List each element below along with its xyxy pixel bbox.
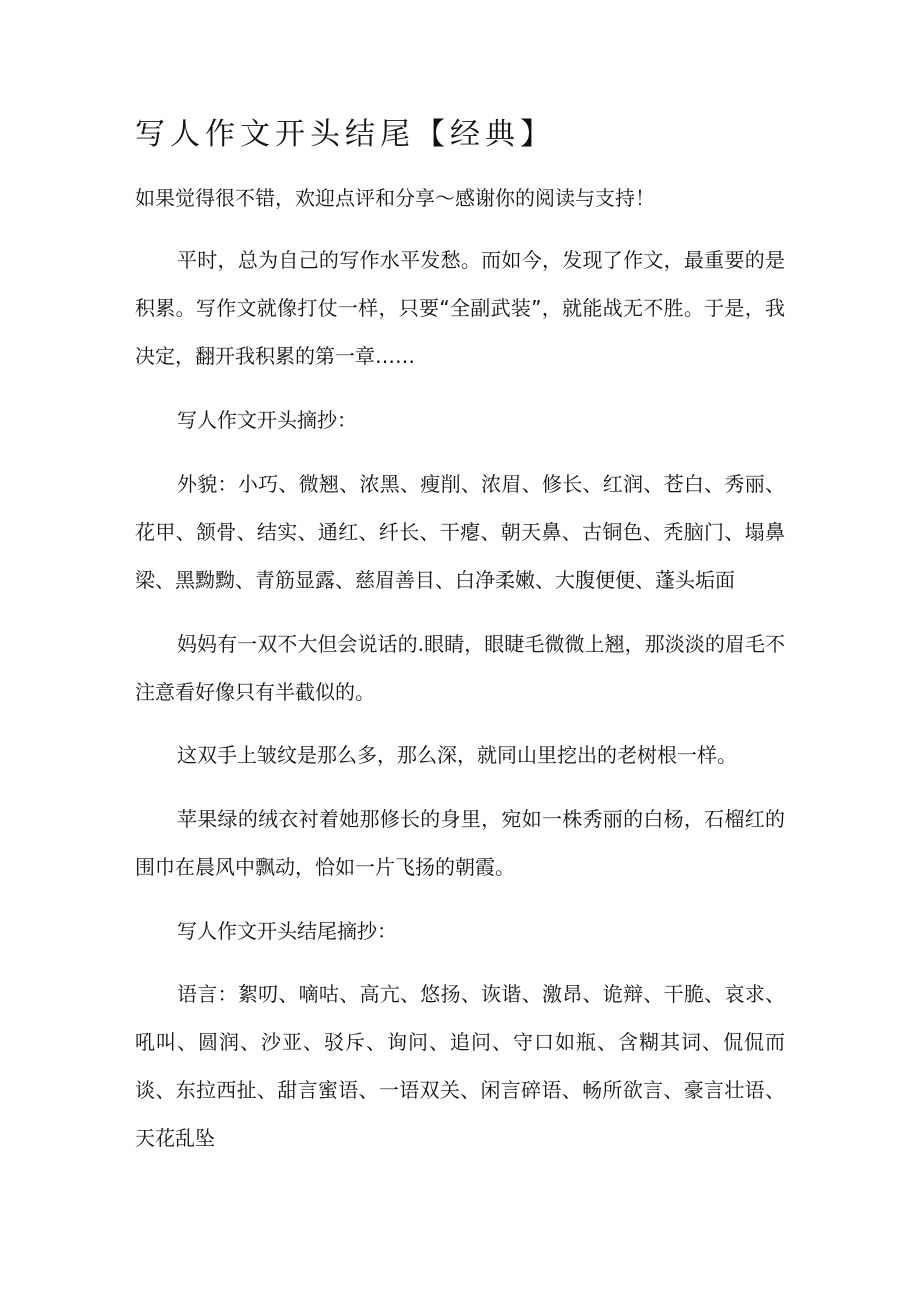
document-title: 写人作文开头结尾【经典】 [135, 117, 555, 152]
paragraph-hands: 这双手上皱纹是那么多，那么深，就同山里挖出的老树根一样。 [177, 743, 737, 767]
section-heading-opening: 写人作文开头摘抄： [177, 408, 357, 432]
paragraph-language-words: 语言：絮叨、嘀咕、高亢、悠扬、诙谐、激昂、诡辩、干脆、哀求、吼叫、圆润、沙亚、驳斥、询问、追问、守口如瓶、含糊其词、侃侃而谈、东拉西扯、甜言蜜语、一语双关、闲言碎语、畅所欲言、豪言壮语、天花乱坠 [135, 982, 785, 1150]
intro-paragraph: 如果觉得很不错，欢迎点评和分享～感谢你的阅读与支持！ [135, 186, 655, 210]
section-heading-opening-ending: 写人作文开头结尾摘抄： [177, 919, 397, 943]
paragraph-1: 平时，总为自己的写作水平发愁。而如今，发现了作文，最重要的是积累。写作文就像打仗一样，只要“全副武装”，就能战无不胜。于是，我决定，翻开我积累的第一章…… [135, 248, 785, 368]
paragraph-mother-eyes: 妈妈有一双不大但会说话的.眼睛，眼睫毛微微上翘，那淡淡的眉毛不注意看好像只有半截似的。 [135, 632, 785, 704]
paragraph-appearance-words: 外貌：小巧、微翘、浓黑、瘦削、浓眉、修长、红润、苍白、秀丽、花甲、颔骨、结实、通红、纤长、干瘪、朝天鼻、古铜色、秃脑门、塌鼻梁、黑黝黝、青筋显露、慈眉善目、白净柔嫩、大腹便便、蓬头垢面 [135, 472, 785, 592]
paragraph-green-sweater: 苹果绿的绒衣衬着她那修长的身里，宛如一株秀丽的白杨，石榴红的围巾在晨风中飘动，恰如一片飞扬的朝霞。 [135, 807, 785, 879]
